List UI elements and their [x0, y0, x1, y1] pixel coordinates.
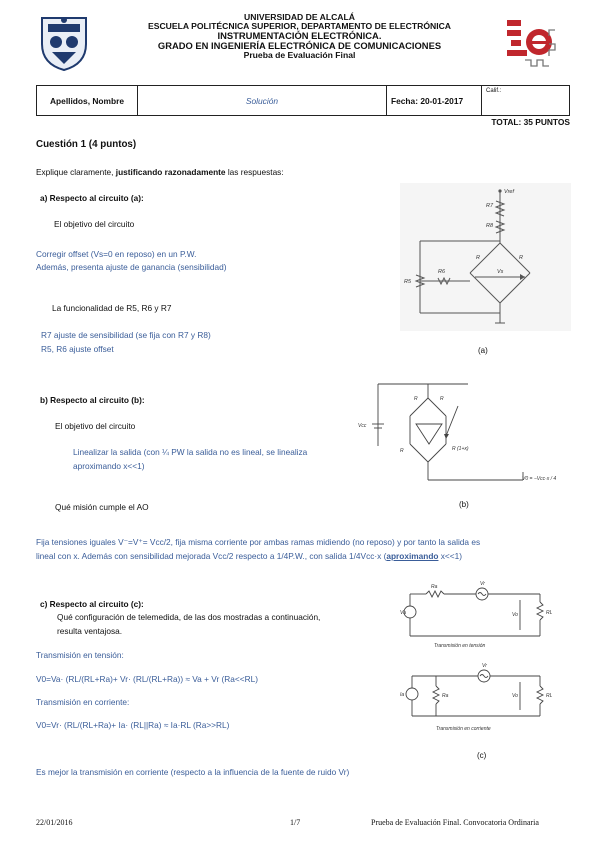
figure-a-caption: (a) [478, 346, 488, 355]
date-label: Fecha: 20-01-2017 [387, 86, 482, 116]
label-vo-v: Vo [512, 612, 518, 618]
name-value: Solución [138, 86, 387, 116]
label-vcc: Vcc [358, 423, 367, 429]
school-name: ESCUELA POLITÉCNICA SUPERIOR, DEPARTAMENTO DE ELECTRÓNICA [147, 21, 452, 32]
circuit-c-current-diagram [400, 660, 560, 736]
part-c-question-line-1: Qué configuración de telemedida, de las dos mostradas a continuación, [57, 612, 321, 622]
circuit-c-voltage-diagram [400, 578, 560, 650]
part-b-answer-2-line-2: lineal con x. Además con sensibilidad mejorada Vcc/2 respecto a 1/4P.W., con salida 1/4Vcc·x (aproximando x<<1) [36, 551, 462, 561]
degree-name: GRADO EN INGENIERÍA ELECTRÓNICA DE COMUNICACIONES [157, 39, 442, 51]
label-r-b3: R [400, 448, 404, 454]
part-a-answer-2-line-1: R7 ajuste de sensibilidad (se fija con R7 y R8) [41, 330, 211, 340]
part-c-conclusion: Es mejor la transmisión en corriente (respecto a la influencia de la fuente de ruido Vr) [36, 767, 350, 777]
part-b-answer-1-line-1: Linealizar la salida (con ¼ PW la salida no es lineal, se linealiza [73, 447, 308, 457]
current-transmission-title: Transmisión en corriente: [36, 697, 130, 707]
label-rl-v: RL [546, 610, 553, 616]
label-ra-c: Ra [442, 693, 449, 699]
label-vr-v: Vr [480, 581, 485, 587]
exam-name: Prueba de Evaluación Final [243, 49, 356, 60]
label-vr-c: Vr [482, 663, 487, 669]
label-vref: Vref [504, 189, 514, 195]
label-ra-v: Ra [431, 584, 438, 590]
label-vo-eq: V0 = −Vcc·x / 4 [522, 476, 557, 482]
label-rx: R (1+x) [452, 446, 469, 452]
label-r8: R8 [486, 223, 494, 229]
part-b-answer-2-line-1: Fija tensiones iguales V⁻=V⁺= Vcc/2, fija misma corriente por ambas ramas midiendo (no reposo) y por tanto la salida es [36, 537, 481, 547]
part-b-question-1: El objetivo del circuito [55, 421, 136, 431]
part-a-answer-2-line-2: R5, R6 ajuste offset [41, 344, 114, 354]
label-r-b2: R [440, 396, 444, 402]
figure-current-caption: Transmisión en corriente [436, 726, 491, 732]
question-title: Cuestión 1 (4 puntos) [36, 139, 137, 150]
label-r-b1: R [414, 396, 418, 402]
figure-voltage-caption: Transmisión en tensión [434, 643, 486, 649]
figure-c-caption: (c) [477, 751, 487, 760]
circuit-a-diagram [400, 183, 571, 331]
figure-b-caption: (b) [459, 500, 469, 509]
part-a-question-2: La funcionalidad de R5, R6 y R7 [52, 303, 172, 313]
footer-date: 22/01/2016 [36, 818, 73, 827]
part-a-answer-1-line-1: Corregir offset (Vs=0 en reposo) en un P.W. [36, 249, 197, 259]
part-b-heading: b) Respecto al circuito (b): [40, 395, 145, 405]
student-info-table [36, 85, 570, 116]
part-a-answer-1-line-2: Además, presenta ajuste de ganancia (sensibilidad) [36, 262, 227, 272]
footer-document: Prueba de Evaluación Final. Convocatoria Ordinaria [371, 818, 539, 827]
part-c-heading: c) Respecto al circuito (c): [40, 599, 144, 609]
label-ia: Ia [400, 692, 405, 698]
label-r5: R5 [404, 279, 412, 285]
total-points: TOTAL: 35 PUNTOS [491, 117, 570, 127]
question-intro: Explique claramente, justificando razonadamente las respuestas: [36, 167, 284, 177]
label-r7: R7 [486, 203, 494, 209]
circuit-b-diagram [358, 376, 558, 494]
label-vs: Vs [497, 269, 504, 275]
part-b-answer-1-line-2: aproximando x<<1) [73, 461, 145, 471]
label-vo-c: Vo [512, 693, 518, 699]
current-transmission-equation: V0=Vr· (RL/(RL+Ra)+ Ia· (RL||Ra) ≈ Ia·RL (Ra>>RL) [36, 720, 230, 730]
part-b-question-2: Qué misión cumple el AO [55, 502, 149, 512]
label-r-right: R [519, 255, 523, 261]
grade-label: Calif.: [482, 86, 570, 116]
university-name: UNIVERSIDAD DE ALCALÁ [244, 12, 355, 22]
document-header [0, 13, 599, 60]
label-r-left: R [476, 255, 480, 261]
label-rl-c: RL [546, 693, 553, 699]
voltage-transmission-equation: V0=Va· (RL/(RL+Ra)+ Vr· (RL/(RL+Ra)) ≈ Va + Vr (Ra<<RL) [36, 674, 258, 684]
part-a-heading: a) Respecto al circuito (a): [40, 193, 144, 203]
part-a-question-1: El objetivo del circuito [54, 219, 135, 229]
label-va: Va [400, 610, 406, 616]
subject-name: INSTRUMENTACIÓN ELECTRÓNICA. [217, 30, 382, 42]
voltage-transmission-title: Transmisión en tensión: [36, 650, 124, 660]
part-c-question-line-2: resulta ventajosa. [57, 626, 123, 636]
name-label: Apellidos, Nombre [37, 86, 138, 116]
footer-page: 1/7 [290, 818, 301, 827]
label-r6: R6 [438, 269, 446, 275]
